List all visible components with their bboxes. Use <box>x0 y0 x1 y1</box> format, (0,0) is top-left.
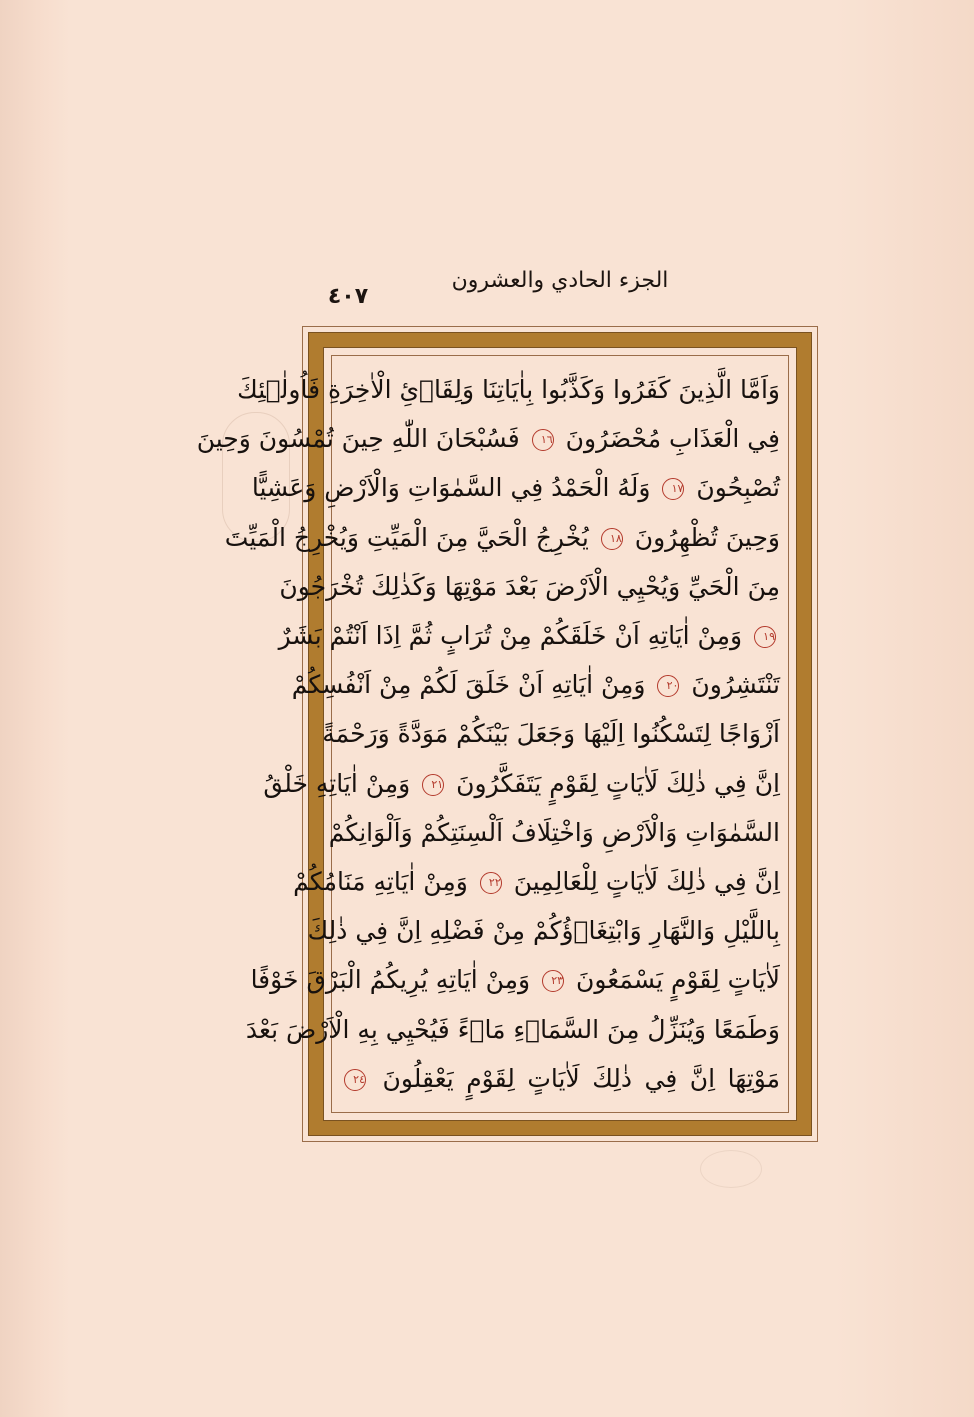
verse-text: فِي الْعَذَابِ مُحْضَرُونَ <box>565 424 780 453</box>
verse-text: تَنْتَشِرُونَ <box>691 670 780 699</box>
verse-text: لَاٰيَاتٍ لِقَوْمٍ يَسْمَعُونَ <box>576 965 780 994</box>
verse-number-marker: ١٩ <box>754 626 776 648</box>
text-line <box>224 514 780 562</box>
verse-text: وَحِينَ تُظْهِرُونَ <box>634 523 780 552</box>
verse-text: السَّمٰوَاتِ وَالْاَرْضِ وَاخْتِلَافُ اَلْسِنَتِكُمْ وَاَلْوَانِكُمْ <box>328 818 780 847</box>
text-line <box>328 809 780 857</box>
text-line <box>251 464 780 512</box>
verse-text: وَمِنْ اٰيَاتِهِ اَنْ خَلَقَكُمْ مِنْ تُرَابٍ ثُمَّ اِذَا اَنْتُمْ بَشَرٌ <box>278 621 743 650</box>
text-line <box>263 760 780 808</box>
verse-text: اِنَّ فِي ذٰلِكَ لَاٰيَاتٍ لِقَوْمٍ يَتَفَكَّرُونَ <box>456 769 780 798</box>
bleed-through-mark <box>700 1150 762 1188</box>
verse-number-marker: ٢٠ <box>657 675 679 697</box>
verse-text: بِاللَّيْلِ وَالنَّهَارِ وَابْتِغَاۤؤُكُمْ مِنْ فَضْلِهِ اِنَّ فِي ذٰلِكَ <box>307 916 780 945</box>
text-line <box>250 956 780 1004</box>
verse-text: وَمِنْ اٰيَاتِهِ مَنَامُكُمْ <box>293 867 468 896</box>
verse-text: تُصْبِحُونَ <box>696 473 780 502</box>
text-line <box>291 661 780 709</box>
text-line <box>340 1055 780 1103</box>
quran-text-panel <box>196 366 780 1104</box>
page-edge-right <box>834 0 974 1417</box>
juz-title: الجزء الحادي والعشرون <box>451 268 669 293</box>
verse-number-marker: ٢٢ <box>480 872 502 894</box>
page-edge-left <box>0 0 70 1417</box>
page-number: ٤٠٧ <box>327 284 369 309</box>
verse-text: وَمِنْ اٰيَاتِهِ يُرِيكُمُ الْبَرْقَ خَوْفًا <box>250 965 531 994</box>
text-line <box>245 1006 780 1054</box>
verse-text: اَزْوَاجًا لِتَسْكُنُوا اِلَيْهَا وَجَعَلَ بَيْنَكُمْ مَوَدَّةً وَرَحْمَةً <box>322 719 780 748</box>
text-line <box>322 710 780 758</box>
verse-text: وَاَمَّا الَّذِينَ كَفَرُوا وَكَذَّبُوا بِاٰيَاتِنَا وَلِقَاۤئِ الْاٰخِرَةِ فَاُولٰۤئِكَ <box>237 375 780 404</box>
verse-text: مِنَ الْحَيِّ وَيُحْيِي الْاَرْضَ بَعْدَ مَوْتِهَا وَكَذٰلِكَ تُخْرَجُونَ <box>279 572 780 601</box>
verse-text: فَسُبْحَانَ اللّٰهِ حِينَ تُمْسُونَ وَحِينَ <box>196 424 520 453</box>
verse-text: اِنَّ فِي ذٰلِكَ لَاٰيَاتٍ لِلْعَالِمِينَ <box>513 867 780 896</box>
verse-number-marker: ١٦ <box>532 429 554 451</box>
text-line <box>293 858 780 906</box>
verse-text: يُخْرِجُ الْحَيَّ مِنَ الْمَيِّتِ وَيُخْرِجُ الْمَيِّتَ <box>224 523 589 552</box>
verse-number-marker: ٢١ <box>422 774 444 796</box>
verse-number-marker: ١٧ <box>662 478 684 500</box>
verse-text: وَمِنْ اٰيَاتِهِ خَلْقُ <box>263 769 411 798</box>
text-line <box>307 907 780 955</box>
verse-text: وَطَمَعًا وَيُنَزِّلُ مِنَ السَّمَاۤءِ مَاۤءً فَيُحْيِي بِهِ الْاَرْضَ بَعْدَ <box>245 1015 780 1044</box>
text-line <box>279 563 780 611</box>
verse-text: وَلَهُ الْحَمْدُ فِي السَّمٰوَاتِ وَالْاَرْضِ وَعَشِيًّا <box>251 473 651 502</box>
verse-number-marker: ٢٤ <box>344 1069 366 1091</box>
verse-text: وَمِنْ اٰيَاتِهِ اَنْ خَلَقَ لَكُمْ مِنْ اَنْفُسِكُمْ <box>291 670 646 699</box>
text-line <box>237 366 780 414</box>
verse-text: مَوْتِهَا اِنَّ فِي ذٰلِكَ لَاٰيَاتٍ لِقَوْمٍ يَعْقِلُونَ <box>382 1064 780 1093</box>
text-line <box>278 612 780 660</box>
verse-number-marker: ١٨ <box>601 528 623 550</box>
verse-number-marker: ٢٣ <box>542 970 564 992</box>
text-line <box>196 415 780 463</box>
